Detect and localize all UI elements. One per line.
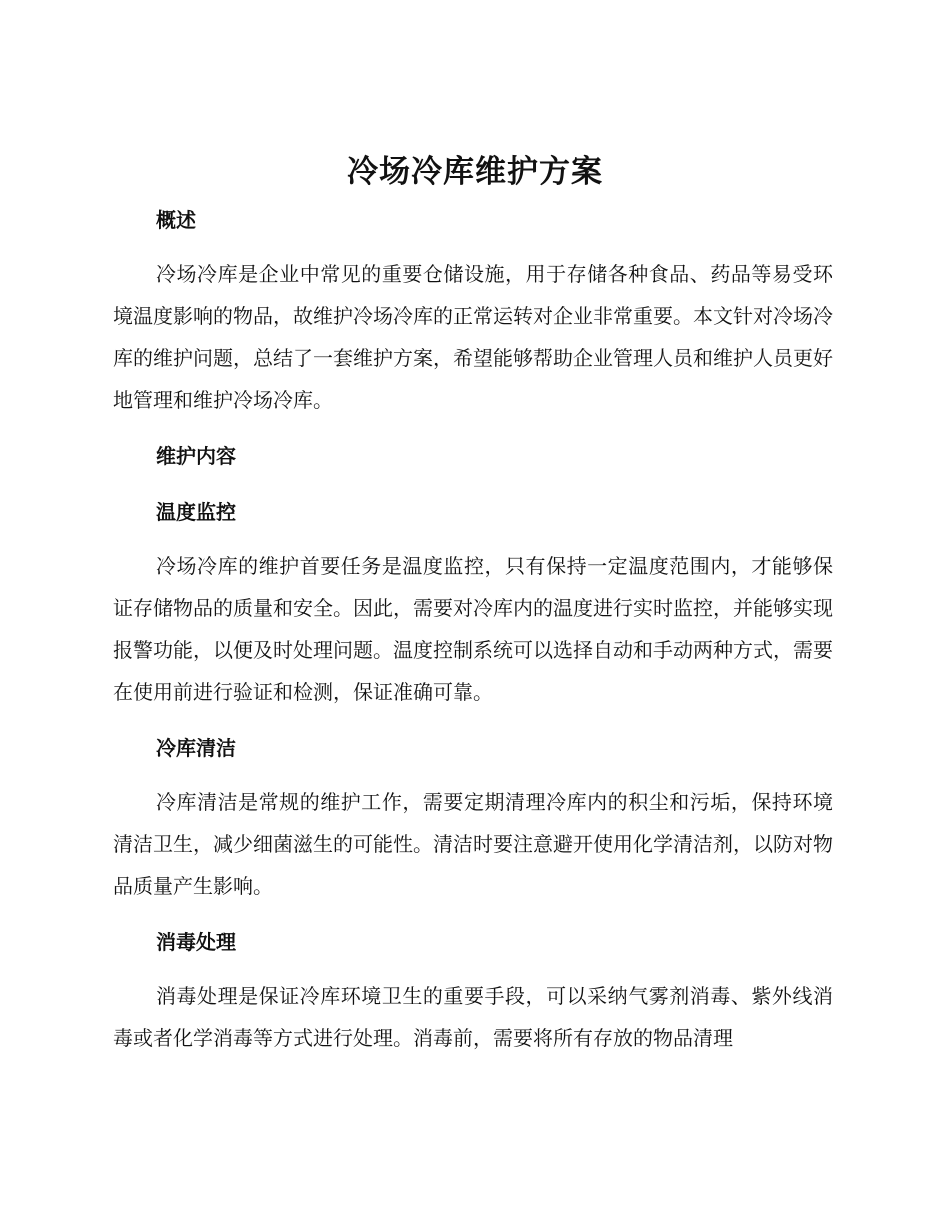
section-paragraph-cold-storage-cleaning: 冷库清洁是常规的维护工作，需要定期清理冷库内的积尘和污垢，保持环境清洁卫生，减少细菌滋生的可能性。清洁时要注意避开使用化学清洁剂，以防对物品质量产生影响。: [113, 790, 833, 898]
section-heading-disinfection: 消毒处理: [156, 930, 236, 954]
section-heading-temperature-monitoring: 温度监控: [156, 500, 236, 524]
section-paragraph-disinfection: 消毒处理是保证冷库环境卫生的重要手段，可以采纳气雾剂消毒、紫外线消毒或者化学消毒等方式进行处理。消毒前，需要将所有存放的物品清理: [113, 984, 833, 1050]
section-heading-maintenance-content: 维护内容: [156, 444, 236, 468]
document-title: 冷场冷库维护方案: [347, 154, 603, 190]
section-paragraph-overview: 冷场冷库是企业中常见的重要仓储设施，用于存储各种食品、药品等易受环境温度影响的物品，故维护冷场冷库的正常运转对企业非常重要。本文针对冷场冷库的维护问题，总结了一套维护方案，希望能够帮助企业管理人员和维护人员更好地管理和维护冷场冷库。: [113, 262, 833, 412]
section-heading-cold-storage-cleaning: 冷库清洁: [156, 736, 236, 760]
section-paragraph-temperature-monitoring: 冷场冷库的维护首要任务是温度监控，只有保持一定温度范围内，才能够保证存储物品的质量和安全。因此，需要对冷库内的温度进行实时监控，并能够实现报警功能，以便及时处理问题。温度控制系统可以选择自动和手动两种方式，需要在使用前进行验证和检测，保证准确可靠。: [113, 554, 833, 704]
section-heading-overview: 概述: [156, 208, 196, 232]
